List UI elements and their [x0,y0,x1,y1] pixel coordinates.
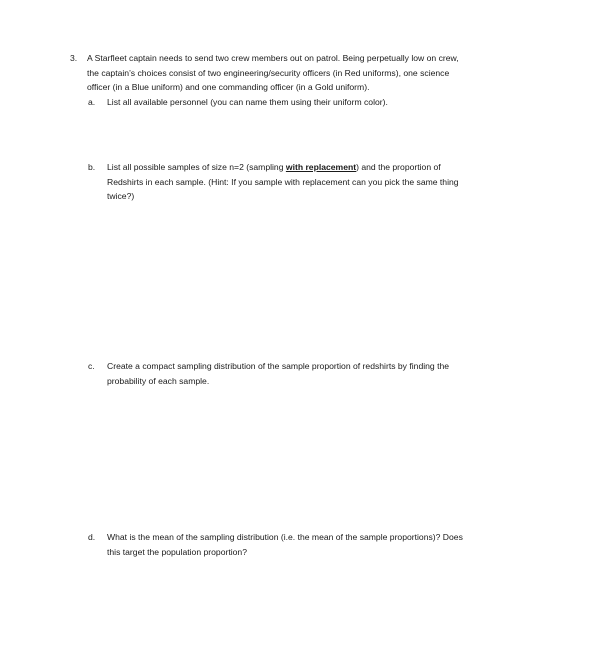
part-c-line-2: probability of each sample. [107,376,210,386]
part-b-text-before: List all possible samples of size n=2 (sampling [107,162,286,172]
part-b-line-2: Redshirts in each sample. (Hint: If you sample with replacement can you pick the same thing [107,177,459,187]
question-number: 3. [70,53,78,63]
part-b-text-after: ) and the proportion of [356,162,441,172]
part-d-line-1: What is the mean of the sampling distribution (i.e. the mean of the sample proportions)? Does [107,532,463,542]
question-stem-line-1: A Starfleet captain needs to send two crew members out on patrol. Being perpetually low on crew, [87,53,459,63]
part-a-text: List all available personnel (you can name them using their uniform color). [107,97,388,107]
part-c-line-1: Create a compact sampling distribution of the sample proportion of redshirts by finding the [107,361,450,371]
part-d-label: d. [88,532,96,542]
question-stem-line-2: the captain’s choices consist of two engineering/security officers (in Red uniforms), one science [87,68,450,78]
part-a-label: a. [88,97,96,107]
with-replacement-emphasis: with replacement [285,162,357,172]
part-b-label: b. [88,162,96,172]
part-c-label: c. [88,361,95,371]
part-b-line-3: twice?) [107,191,135,201]
question-stem-line-3: officer (in a Blue uniform) and one commanding officer (in a Gold uniform). [87,82,370,92]
part-d-line-2: this target the population proportion? [107,547,247,557]
part-b-line-1 [107,160,441,174]
